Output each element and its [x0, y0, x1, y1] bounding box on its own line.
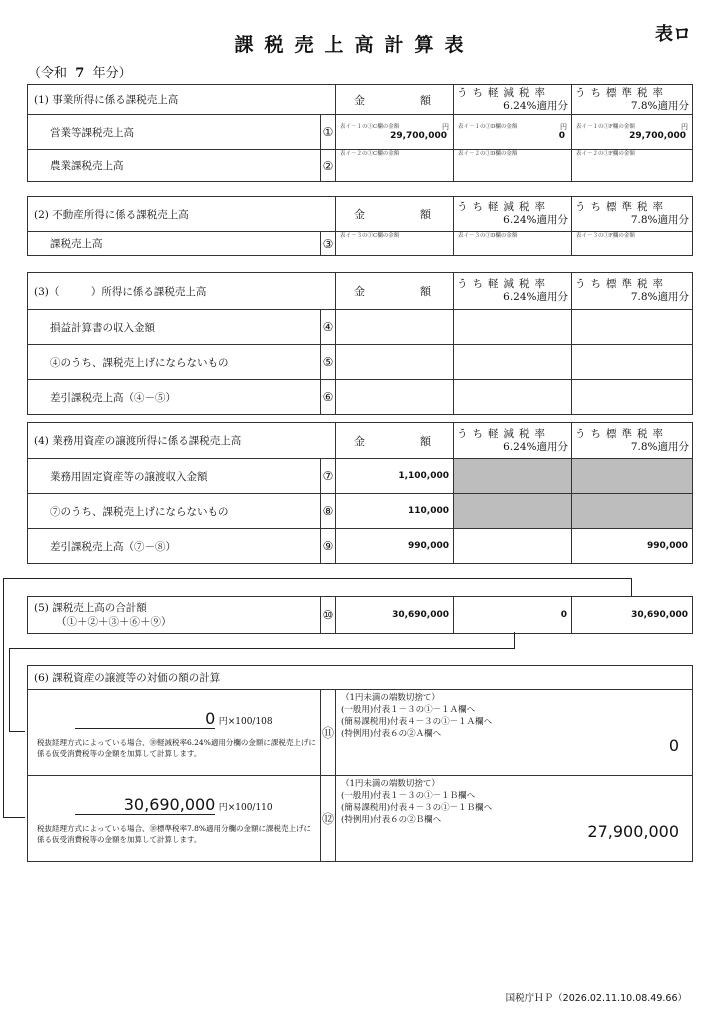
section-3-table: [27, 272, 693, 415]
row-5-label: ④のうち、課税売上げにならないもの: [28, 345, 321, 380]
row-1-label: 営業等課税売上高: [28, 115, 321, 150]
section-2-table: [27, 196, 693, 256]
row-8-reduced-disabled: [454, 494, 572, 529]
section-2-title: (2) 不動産所得に係る課税売上高: [28, 197, 336, 232]
row-6-amount-field[interactable]: [336, 380, 454, 415]
amount-header: 金 額: [336, 423, 454, 459]
row-8-label: ⑦のうち、課税売上げにならないもの: [28, 494, 321, 529]
form-id: 表ロ: [655, 24, 691, 45]
row-10-amount-field[interactable]: 30,690,000: [336, 597, 454, 634]
row-12-calc: [28, 776, 321, 862]
row-10-reduced-field[interactable]: 0: [454, 597, 572, 634]
connector-line: [3, 578, 631, 579]
row-9-standard-field[interactable]: 990,000: [572, 529, 693, 564]
row-9-label: 差引課税売上高（⑦－⑧）: [28, 529, 321, 564]
row-8-number: ⑧: [321, 494, 336, 529]
row-1-number: ①: [321, 115, 336, 150]
row-12-instructions: [336, 776, 693, 862]
section-1-title: (1) 事業所得に係る課税売上高: [28, 85, 336, 115]
standard-rate-header: うち標準税率 7.8%適用分: [572, 197, 693, 232]
reduced-rate-header: うち軽減税率 6.24%適用分: [454, 85, 572, 115]
row-10-number: ⑩: [321, 597, 336, 634]
amount-header: 金 額: [336, 273, 454, 310]
section-3-title: (3)（ ）所得に係る課税売上高: [28, 273, 336, 310]
reduced-rate-header: うち軽減税率 6.24%適用分: [454, 273, 572, 310]
row-11-number: ⑪: [321, 690, 336, 776]
row-11-note: 税抜経理方式によっている場合、⑩軽減税率6.24%適用分欄の金額に課税売上げに係る仮受消費税等の金額を加算して計算します。: [37, 737, 316, 758]
connector-line: [9, 648, 10, 732]
row-2-number: ②: [321, 150, 336, 182]
row-2-standard-field[interactable]: 表イ－２の①F欄の金額: [572, 150, 693, 182]
amount-header: 金 額: [336, 85, 454, 115]
section-5-title: (5) 課税売上高の合計額 （①＋②＋③＋⑥＋⑨）: [28, 597, 321, 634]
row-7-amount-field[interactable]: 1,100,000: [336, 459, 454, 494]
row-5-reduced-field[interactable]: [454, 345, 572, 380]
row-4-amount-field[interactable]: [336, 310, 454, 345]
section-1-table: [27, 84, 693, 182]
row-5-number: ⑤: [321, 345, 336, 380]
section-5-table: [27, 596, 693, 634]
row-12-rate: 円×100/110: [218, 802, 273, 813]
row-7-label: 業務用固定資産等の譲渡収入金額: [28, 459, 321, 494]
row-9-number: ⑨: [321, 529, 336, 564]
row-11-value[interactable]: 0: [75, 709, 215, 729]
row-9-reduced-field[interactable]: [454, 529, 572, 564]
row-1-standard-field[interactable]: 表イ－１の①F欄の金額 円 29,700,000: [572, 115, 693, 150]
row-5-amount-field[interactable]: [336, 345, 454, 380]
era-prefix: （令和: [28, 66, 68, 81]
standard-rate-header: うち標準税率 7.8%適用分: [572, 423, 693, 459]
instruction-line: (一般用)付表１－３の①－１Ｂ欄へ: [341, 791, 476, 801]
row-6-number: ⑥: [321, 380, 336, 415]
reduced-rate-header: うち軽減税率 6.24%適用分: [454, 197, 572, 232]
row-1-reduced-field[interactable]: 表イ－１の①D欄の金額 円 0: [454, 115, 572, 150]
row-11-instructions: [336, 690, 693, 776]
row-4-number: ④: [321, 310, 336, 345]
row-3-label: 課税売上高: [28, 232, 321, 256]
connector-line: [3, 578, 4, 818]
connector-line: [514, 632, 515, 649]
row-2-label: 農業課税売上高: [28, 150, 321, 182]
row-11-result[interactable]: 0: [668, 736, 680, 755]
era-suffix: 年分）: [92, 66, 132, 81]
section-6-table: [27, 665, 693, 862]
section-4-table: [27, 422, 693, 564]
row-3-number: ③: [321, 232, 336, 256]
row-12-result[interactable]: 27,900,000: [587, 822, 680, 841]
instruction-line: (特例用)付表６の②Ａ欄へ: [341, 729, 442, 739]
row-7-standard-disabled: [572, 459, 693, 494]
row-5-standard-field[interactable]: [572, 345, 693, 380]
row-3-standard-field[interactable]: 表イ－３の①F欄の金額: [572, 232, 693, 256]
section-6-title: (6) 課税資産の譲渡等の対価の額の計算: [28, 666, 693, 690]
row-6-label: 差引課税売上高（④－⑤）: [28, 380, 321, 415]
row-1-amount-field[interactable]: 表イ－１の①C欄の金額 円 29,700,000: [336, 115, 454, 150]
row-11-rate: 円×100/108: [218, 716, 273, 727]
page-title: 課税売上高計算表: [234, 34, 475, 56]
row-4-reduced-field[interactable]: [454, 310, 572, 345]
instruction-line: (簡易課税用)付表４－３の①－１Ｂ欄へ: [341, 803, 493, 813]
row-2-amount-field[interactable]: 表イ－２の①C欄の金額: [336, 150, 454, 182]
row-3-amount-field[interactable]: 表イ－３の①C欄の金額: [336, 232, 454, 256]
row-4-label: 損益計算書の収入金額: [28, 310, 321, 345]
row-8-amount-field[interactable]: 110,000: [336, 494, 454, 529]
instruction-line: (特例用)付表６の②Ｂ欄へ: [341, 815, 442, 825]
instruction-line: （1円未満の端数切捨て）: [341, 693, 440, 703]
instruction-line: （1円未満の端数切捨て）: [341, 779, 440, 789]
row-7-number: ⑦: [321, 459, 336, 494]
connector-arrow: [3, 817, 25, 818]
amount-header: 金 額: [336, 197, 454, 232]
standard-rate-header: うち標準税率 7.8%適用分: [572, 85, 693, 115]
row-6-reduced-field[interactable]: [454, 380, 572, 415]
row-3-reduced-field[interactable]: 表イ－３の①D欄の金額: [454, 232, 572, 256]
row-12-note: 税抜経理方式によっている場合、⑩標準税率7.8%適用分欄の金額に課税売上げに係る仮受消費税等の金額を加算して計算します。: [37, 823, 312, 844]
connector-arrow: [9, 731, 25, 732]
era-year: [28, 62, 132, 81]
row-7-reduced-disabled: [454, 459, 572, 494]
row-12-number: ⑫: [321, 776, 336, 862]
row-4-standard-field[interactable]: [572, 310, 693, 345]
reduced-rate-header: うち軽減税率 6.24%適用分: [454, 423, 572, 459]
row-10-standard-field[interactable]: 30,690,000: [572, 597, 693, 634]
row-2-reduced-field[interactable]: 表イ－２の①D欄の金額: [454, 150, 572, 182]
era-year-value: 7: [75, 66, 85, 81]
row-9-amount-field[interactable]: 990,000: [336, 529, 454, 564]
connector-line: [9, 648, 514, 649]
row-8-standard-disabled: [572, 494, 693, 529]
row-11-calc: [28, 690, 321, 776]
row-6-standard-field[interactable]: [572, 380, 693, 415]
row-12-value[interactable]: 30,690,000: [75, 795, 215, 815]
instruction-line: (一般用)付表１－３の①－１Ａ欄へ: [341, 705, 476, 715]
connector-line: [631, 578, 632, 596]
standard-rate-header: うち標準税率 7.8%適用分: [572, 273, 693, 310]
footer-source: 国税庁ＨＰ（2026.02.11.10.08.49.66）: [505, 993, 687, 1004]
section-4-title: (4) 業務用資産の譲渡所得に係る課税売上高: [28, 423, 336, 459]
instruction-line: (簡易課税用)付表４－３の①－１Ａ欄へ: [341, 717, 493, 727]
